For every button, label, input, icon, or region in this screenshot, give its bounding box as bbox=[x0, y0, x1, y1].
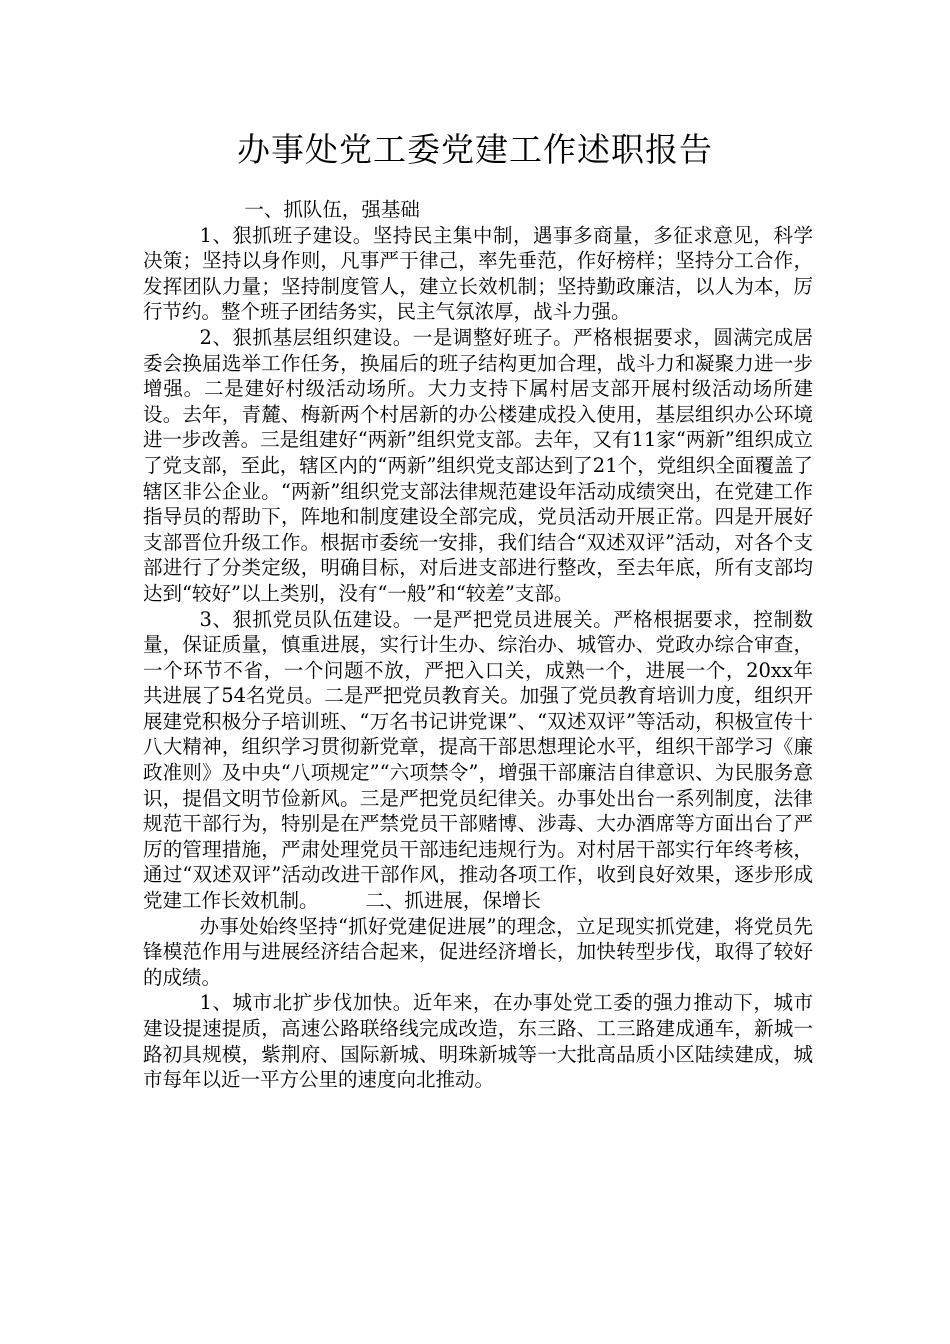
document-body bbox=[143, 197, 813, 1093]
section-heading-2: 二、抓进展，保增长 bbox=[365, 889, 541, 913]
paragraph-2: 2、狠抓基层组织建设。一是调整好班子。严格根据要求，圆满完成居委会换届选举工作任务，换届后的班子结构更加合理，战斗力和凝聚力进一步增强。二是建好村级活动场所。大力支持下属村居支部开展村级活动场所建设。去年，青麓、梅新两个村居新的办公楼建成投入使用，基层组织办公环境进一步改善。三是组建好“两新”组织党支部。去年，又有11家“两新”组织成立了党支部，至此，辖区内的“两新”组织党支部达到了21个，党组织全面覆盖了辖区非公企业。“两新”组织党支部法律规范建设年活动成绩突出，在党建工作指导员的帮助下，阵地和制度建设全部完成，党员活动开展正常。四是开展好支部晋位升级工作。根据市委统一安排，我们结合“双述双评”活动，对各个支部进行了分类定级，明确目标，对后进支部进行整改，至去年底，所有支部均达到“较好”以上类别，没有“一般”和“较差”支部。 bbox=[143, 325, 813, 605]
section-heading-1: 一、抓队伍，强基础 bbox=[244, 198, 420, 221]
paragraph-3 bbox=[143, 607, 813, 914]
paragraph-5: 1、城市北扩步伐加快。近年来，在办事处党工委的强力推动下，城市建设提速提质，高速公路联络线完成改造，东三路、工三路建成通车，新城一路初具规模，紫荆府、国际新城、明珠新城等一大批高品质小区陆续建成，城市每年以近一平方公里的速度向北推动。 bbox=[143, 991, 813, 1092]
document-title: 办事处党工委党建工作述职报告 bbox=[237, 130, 713, 169]
paragraph-3-text: 3、狠抓党员队伍建设。一是严把党员进展关。严格根据要求，控制数量，保证质量，慎重进展，实行计生办、综治办、城管办、党政办综合审查，一个环节不省，一个问题不放，严把入口关，成熟一个，进展一个，20xx年共进展了54名党员。二是严把党员教育关。加强了党员教育培训力度，组织开展建党积极分子培训班、“万名书记讲党课”、“双述双评”等活动，积极宣传十八大精神，组织学习贯彻新党章，提高干部思想理论水平，组织干部学习《廉政准则》及中央“八项规定”“六项禁令”，增强干部廉洁自律意识、为民服务意识，提倡文明节俭新风。三是严把党员纪律关。办事处出台一系列制度，法律规范干部行为，特别是在严禁党员干部赌博、涉毒、大办酒席等方面出台了严厉的管理措施，严肃处理党员干部违纪违规行为。对村居干部实行年终考核，通过“双述双评”活动改进干部作风，推动各项工作，收到良好效果，逐步形成党建工作长效机制。 bbox=[143, 607, 813, 913]
paragraph-4: 办事处始终坚持“抓好党建促进展”的理念，立足现实抓党建，将党员先锋模范作用与进展经济结合起来，促进经济增长，加快转型步伐，取得了较好的成绩。 bbox=[143, 914, 813, 989]
paragraph-1: 1、狠抓班子建设。坚持民主集中制，遇事多商量，多征求意见，科学决策；坚持以身作则，凡事严于律己，率先垂范，作好榜样；坚持分工合作，发挥团队力量；坚持制度管人，建立长效机制；坚持勤政廉洁，以人为本，厉行节约。整个班子团结务实，民主气氛浓厚，战斗力强。 bbox=[143, 223, 813, 324]
